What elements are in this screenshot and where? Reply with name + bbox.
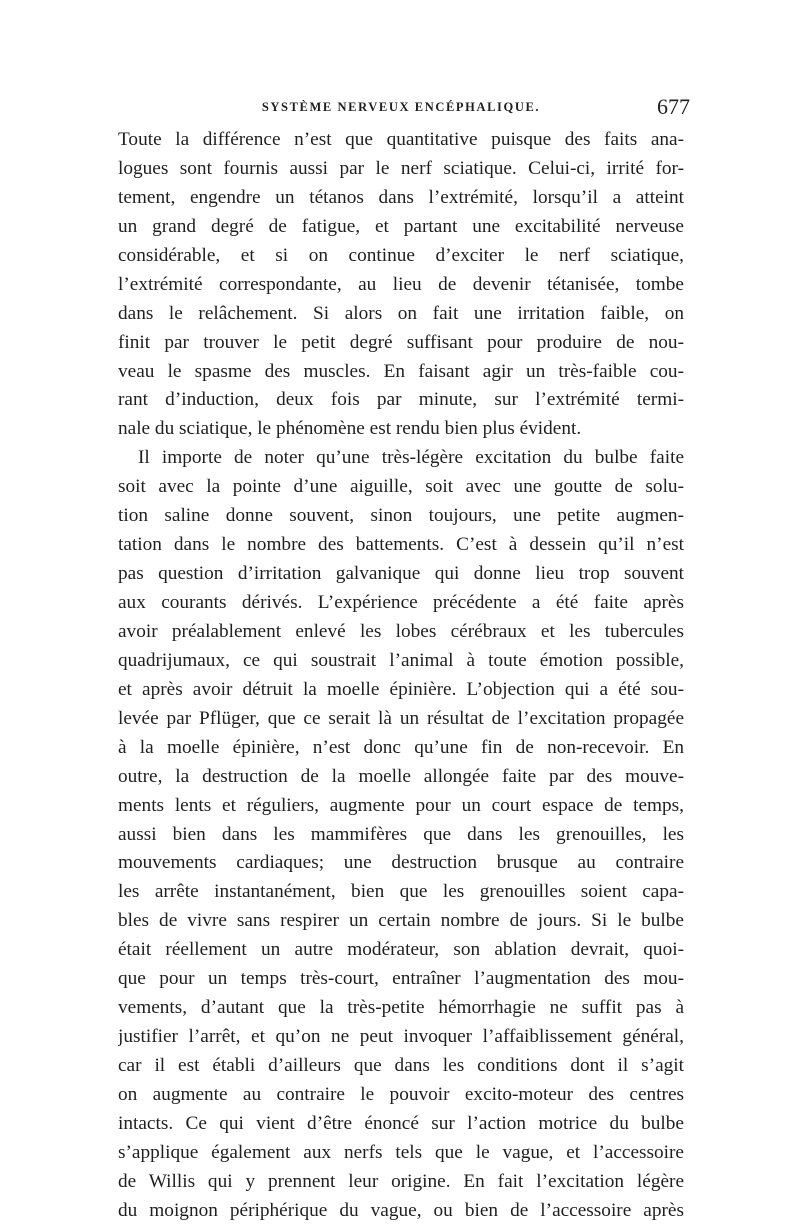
text-line: outre, la destruction de la moelle allongée faite par des mouve- <box>118 765 684 787</box>
text-line: quadrijumaux, ce qui soustrait l’animal à toute émotion possible, <box>118 649 684 671</box>
running-header <box>116 94 690 124</box>
text-line: finit par trouver le petit degré suffisant pour produire de nou- <box>118 331 684 353</box>
text-line: mouvements cardiaques; une destruction brusque au contraire <box>118 852 684 874</box>
text-line: ments lents et réguliers, augmente pour un court espace de temps, <box>118 794 684 816</box>
text-line: un grand degré de fatigue, et partant une excitabilité nerveuse <box>118 215 684 237</box>
text-line: levée par Pflüger, que ce serait là un résultat de l’excitation propagée <box>118 707 684 729</box>
text-line: car il est établi d’ailleurs que dans les conditions dont il s’agit <box>118 1055 684 1076</box>
text-line: soit avec la pointe d’une aiguille, soit avec une goutte de solu- <box>118 476 684 498</box>
text-line: aussi bien dans les mammifères que dans les grenouilles, les <box>118 823 684 845</box>
text-line: Il importe de noter qu’une très-légère excitation du bulbe faite <box>138 447 684 469</box>
text-line: intacts. Ce qui vient d’être énoncé sur l’action motrice du bulbe <box>118 1112 684 1134</box>
body-text <box>118 126 684 1226</box>
text-line: on augmente au contraire le pouvoir excito-moteur des centres <box>118 1083 684 1105</box>
text-line: dans le relâchement. Si alors on fait une irritation faible, on <box>118 302 684 324</box>
text-line: pas question d’irritation galvanique qui donne lieu trop souvent <box>118 563 684 585</box>
running-title: SYSTÈME NERVEUX ENCÉPHALIQUE. <box>261 100 541 114</box>
text-line: du moignon périphérique du vague, ou bien de l’accessoire après <box>118 1199 684 1221</box>
text-line: rant d’induction, deux fois par minute, sur l’extrémité termi- <box>118 389 684 411</box>
text-line: que pour un temps très-court, entraîner l’augmentation des mou- <box>118 968 684 990</box>
text-line: de Willis qui y prennent leur origine. En fait l’excitation légère <box>118 1170 684 1192</box>
text-line: tion saline donne souvent, sinon toujours, une petite augmen- <box>118 505 684 527</box>
text-line: bles de vivre sans respirer un certain nombre de jours. Si le bulbe <box>118 910 684 932</box>
text-line: tement, engendre un tétanos dans l’extrémité, lorsqu’il a atteint <box>118 186 684 208</box>
text-line: aux courants dérivés. L’expérience précédente a été faite après <box>118 592 684 613</box>
page-number: 677 <box>657 94 690 119</box>
text-line: nale du sciatique, le phénomène est rendu bien plus évident. <box>118 418 582 440</box>
text-line: avoir préalablement enlevé les lobes cérébraux et les tubercules <box>118 620 684 642</box>
text-line: vements, d’autant que la très-petite hémorrhagie ne suffit pas à <box>118 997 684 1019</box>
text-line: tation dans le nombre des battements. C’est à dessein qu’il n’est <box>118 534 684 556</box>
text-line: l’extrémité correspondante, au lieu de devenir tétanisée, tombe <box>118 273 684 295</box>
text-line: à la moelle épinière, n’est donc qu’une fin de non-recevoir. En <box>118 736 684 758</box>
text-line: veau le spasme des muscles. En faisant agir un très-faible cou- <box>118 360 684 382</box>
text-line: justifier l’arrêt, et qu’on ne peut invoquer l’affaiblissement général, <box>118 1026 684 1048</box>
text-line: logues sont fournis aussi par le nerf sciatique. Celui-ci, irrité for- <box>118 157 684 179</box>
text-line: s’applique également aux nerfs tels que le vague, et l’accessoire <box>118 1141 684 1163</box>
text-line: considérable, et si on continue d’exciter le nerf sciatique, <box>118 244 684 266</box>
text-line: Toute la différence n’est que quantitative puisque des faits ana- <box>118 129 684 150</box>
text-line: était réellement un autre modérateur, son ablation devrait, quoi- <box>118 939 684 961</box>
text-line: les arrête instantanément, bien que les grenouilles soient capa- <box>118 881 684 903</box>
text-line: et après avoir détruit la moelle épinière. L’objection qui a été sou- <box>118 678 684 700</box>
